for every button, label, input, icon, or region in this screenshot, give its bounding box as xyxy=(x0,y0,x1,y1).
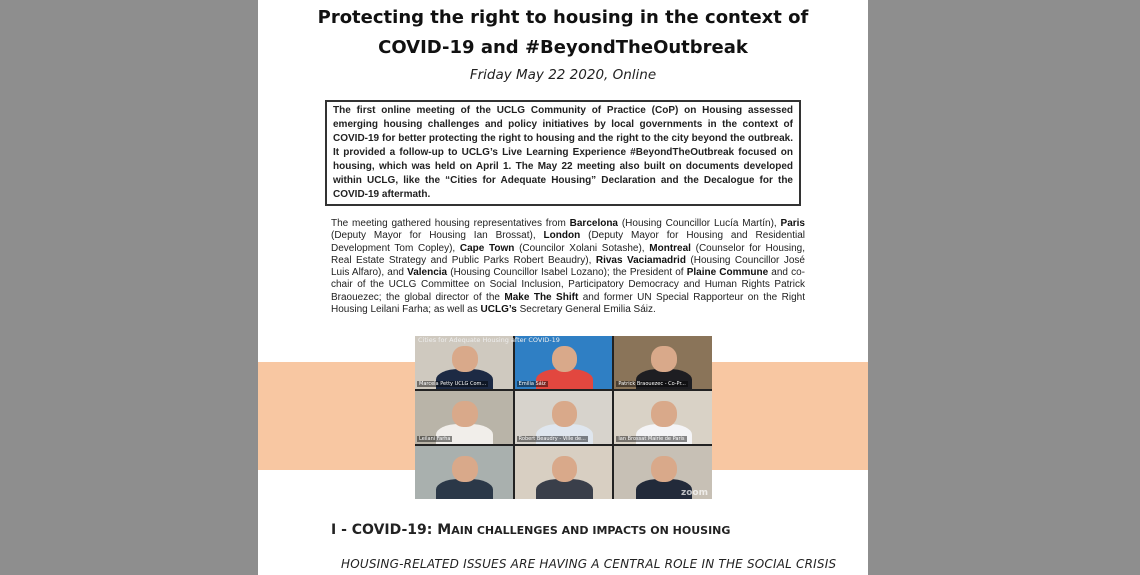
video-call-screenshot xyxy=(415,336,712,499)
participant-city: Paris xyxy=(780,218,805,229)
participant-text: (Housing Councillor Lucía Martín), xyxy=(618,218,781,229)
participant-name: Patrick Braouezec - Co-Pr... xyxy=(618,381,686,387)
participant-city: Cape Town xyxy=(459,242,515,254)
document-page xyxy=(258,0,868,575)
participant-city: Make The Shift xyxy=(504,291,579,303)
video-caption: Cities for Adequate Housing after COVID-19 xyxy=(418,336,560,344)
participant-city: Valencia xyxy=(407,267,448,279)
participant-name: Ian Brossat Mairie de Paris xyxy=(618,436,685,442)
section-heading-start: I - COVID-19: M xyxy=(331,522,452,538)
participant-text: The meeting gathered housing representatives from xyxy=(331,218,570,229)
participant-face xyxy=(452,346,477,373)
participant-text: (Councilor Xolani Sotashe), xyxy=(514,242,650,254)
participant-city: Plaine Commune xyxy=(686,267,769,279)
event-date: Friday May 22 2020, Online xyxy=(469,67,657,83)
participant-name: Robert Beaudry - Ville de... xyxy=(518,436,586,442)
video-tile xyxy=(614,336,712,389)
participant-city: London xyxy=(543,230,581,242)
participant-city: Montreal xyxy=(649,242,691,254)
participant-face xyxy=(452,456,477,483)
participant-city: UCLG’s xyxy=(480,304,517,316)
participant-text: and former UN Special Rapporteur on the Right Housing Leilani Farha; as well as xyxy=(331,291,805,316)
participant-face xyxy=(651,346,676,373)
participant-text: Secretary General Emilia Sáiz. xyxy=(516,304,656,316)
participant-name: Marcela Petty UCLG Com... xyxy=(419,381,487,387)
participant-text: (Deputy Mayor for Housing Ian Brossat), xyxy=(331,230,544,242)
video-tile xyxy=(415,391,513,444)
participant-city: Rivas Vaciamadrid xyxy=(595,254,686,266)
video-tile xyxy=(515,446,613,499)
section-subheading: HOUSING-RELATED ISSUES ARE HAVING A CENTRAL ROLE IN THE SOCIAL CRISIS xyxy=(341,557,837,571)
video-tile xyxy=(614,391,712,444)
participant-face xyxy=(552,456,577,483)
participant-name: Leilani Farha xyxy=(419,436,451,442)
participant-text: (Deputy Mayor for Housing and Residential Development Tom Copley), xyxy=(331,230,805,254)
participant-text: (Counselor for Housing, Real Estate Strategy and Public Parks Robert Beaudry), xyxy=(331,242,806,266)
section-heading xyxy=(331,522,730,538)
participant-city: Barcelona xyxy=(569,218,618,229)
participant-text: and co-chair of the UCLG Committee on Social Inclusion, Participatory Democracy and Human Rights Patrick Braouezec; the global director of the xyxy=(331,267,806,303)
participant-text: (Housing Councillor José Luis Alfaro), and xyxy=(331,254,805,279)
document-title-line-1: Protecting the right to housing in the context of xyxy=(317,7,809,28)
video-tile xyxy=(415,446,513,499)
participant-name: Emilia Sáiz xyxy=(518,381,546,387)
participant-face xyxy=(452,401,477,428)
section-heading-rest: AIN CHALLENGES AND IMPACTS ON HOUSING xyxy=(451,524,731,537)
participants-paragraph xyxy=(331,218,805,316)
participant-face xyxy=(552,346,577,373)
participant-face xyxy=(552,401,577,428)
intro-content xyxy=(325,100,806,316)
video-tile xyxy=(515,391,613,444)
document-title-line-2: COVID-19 and #BeyondTheOutbreak xyxy=(378,37,748,58)
participant-face xyxy=(651,401,676,428)
participant-face xyxy=(651,456,676,483)
zoom-watermark: zoom xyxy=(681,488,708,498)
summary-box: The first online meeting of the UCLG Community of Practice (CoP) on Housing assessed emerging housing challenges and policy initiatives by local governments in the context of COVID-19 for better protecting the right to housing and the right to the city beyond the outbreak. It provided a follow-up to UCLG’s Live Learning Experience #BeyondTheOutbreak focused on housing, which was held on April 1. The May 22 meeting also built on documents developed within UCLG, like the “Cities for Adequate Housing” Declaration and the Decalogue for the COVID-19 aftermath. xyxy=(325,100,801,206)
participant-text: (Housing Councillor Isabel Lozano); the President of xyxy=(447,267,687,279)
